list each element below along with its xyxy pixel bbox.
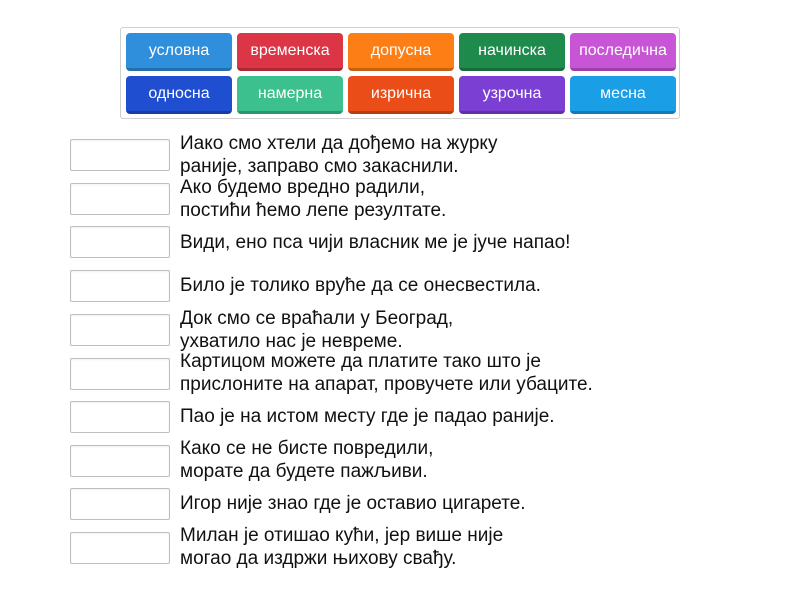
tile-namerna[interactable]: намерна [237, 76, 343, 114]
sentence-6-line-1: Картицом можете да платите тако што је [180, 351, 541, 372]
sentence-1-line-2: раније, заправо смо закаснили. [180, 156, 459, 177]
sentence-2 [180, 176, 446, 222]
sentence-3 [180, 231, 570, 254]
answer-slot-1[interactable] [70, 139, 170, 171]
sentence-2-line-2: постићи ћемо лепе резултате. [180, 200, 447, 221]
sentence-4 [180, 274, 541, 297]
tile-uslovna[interactable]: условна [126, 33, 232, 71]
sentence-4-line-1: Било је толико вруће да се онесвестила. [180, 275, 541, 296]
sentence-6 [180, 350, 593, 396]
sentence-1 [180, 132, 497, 178]
answer-slot-7[interactable] [70, 401, 170, 433]
sentence-10 [180, 524, 503, 570]
sentence-6-line-2: прислоните на апарат, провучете или убаците. [180, 374, 593, 395]
answer-slot-9[interactable] [70, 488, 170, 520]
answer-bank [120, 27, 680, 119]
sentence-8 [180, 437, 433, 483]
sentence-5-line-1: Док смо се враћали у Београд, [180, 308, 454, 329]
answer-slot-10[interactable] [70, 532, 170, 564]
answer-slot-4[interactable] [70, 270, 170, 302]
sentence-10-line-2: могао да издржи њихову свађу. [180, 548, 457, 569]
answer-slot-8[interactable] [70, 445, 170, 477]
tile-vremenska[interactable]: временска [237, 33, 343, 71]
sentence-9-line-1: Игор није знао где је оставио цигарете. [180, 493, 526, 514]
sentence-5 [180, 307, 453, 353]
sentence-9 [180, 492, 526, 515]
tile-izricna[interactable]: изрична [348, 76, 454, 114]
sentence-5-line-2: ухватило нас је невреме. [180, 331, 403, 352]
sentence-7-line-1: Пао је на истом месту где је падао раније. [180, 406, 555, 427]
tile-uzrocna[interactable]: узрочна [459, 76, 565, 114]
sentence-10-line-1: Милан је отишао кући, јер више није [180, 525, 504, 546]
answer-slot-3[interactable] [70, 226, 170, 258]
sentence-3-line-1: Види, ено пса чији власник ме је јуче напао! [180, 232, 571, 253]
sentence-8-line-1: Како се не бисте повредили, [180, 438, 434, 459]
tile-posledicna[interactable]: последична [570, 33, 676, 71]
sentence-1-line-1: Иако смо хтели да дођемо на журку [180, 133, 498, 154]
tile-mesna[interactable]: месна [570, 76, 676, 114]
tile-dopusna[interactable]: допусна [348, 33, 454, 71]
sentence-7 [180, 405, 555, 428]
sentence-8-line-2: морате да будете пажљиви. [180, 461, 428, 482]
answer-slot-5[interactable] [70, 314, 170, 346]
answer-slot-6[interactable] [70, 358, 170, 390]
tile-odnosna[interactable]: односна [126, 76, 232, 114]
tile-nacinska[interactable]: начинска [459, 33, 565, 71]
answer-slot-2[interactable] [70, 183, 170, 215]
sentence-2-line-1: Ако будемо вредно радили, [180, 177, 425, 198]
